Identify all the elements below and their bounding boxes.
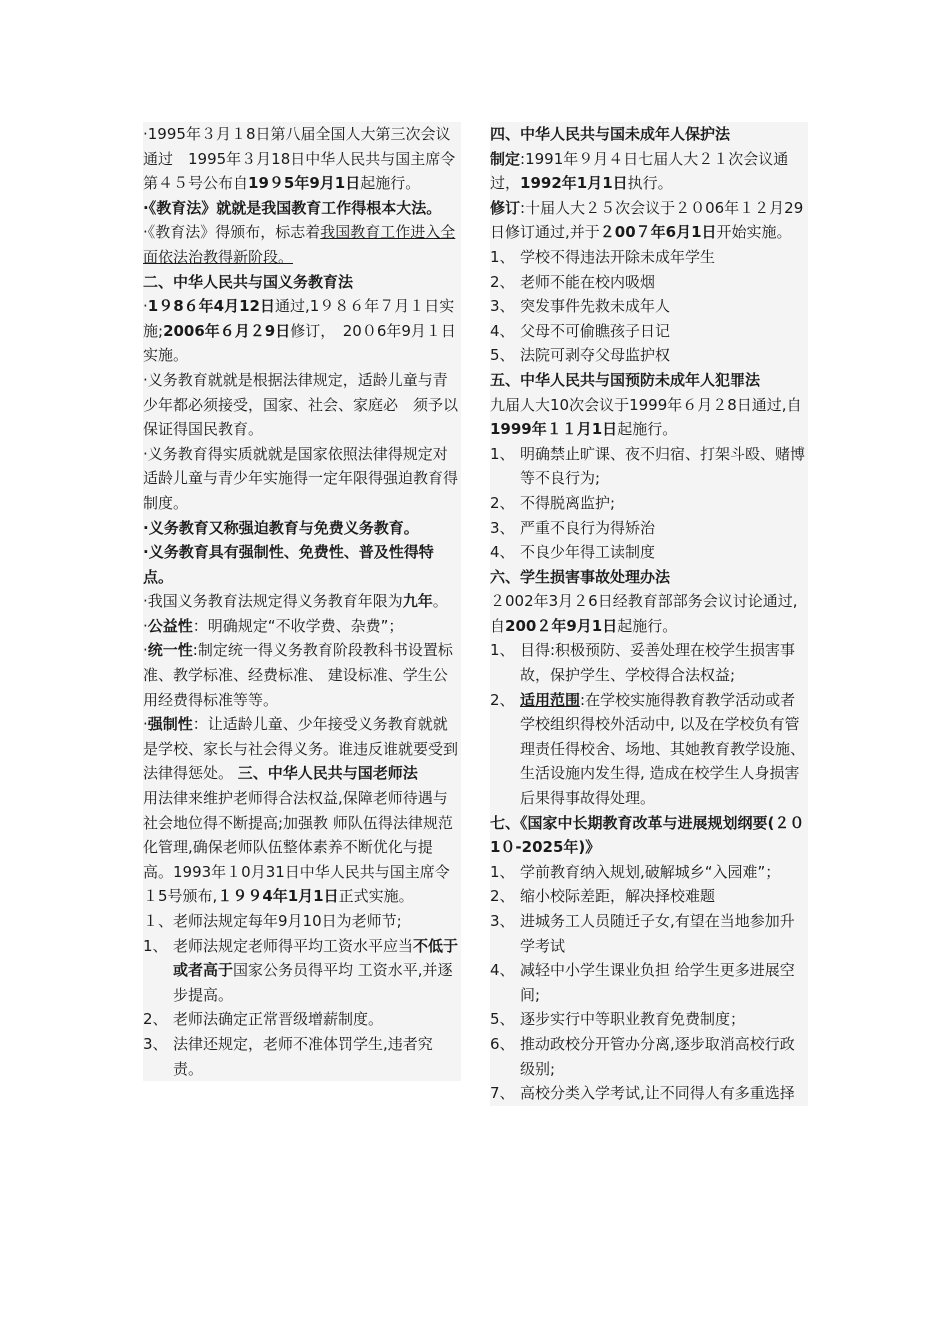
emphasized-text: 九年 [402, 592, 433, 611]
text-run: 七、《国家中长期教育改革与进展规划纲要(２０1０-2025年)》 [490, 813, 805, 857]
left-column [143, 122, 461, 1081]
emphasized-text: ２00７年6月1日 [599, 223, 717, 242]
list-item [490, 958, 808, 1007]
list-item-text [520, 1032, 808, 1081]
list-item-text [520, 540, 808, 565]
list-item [490, 1032, 808, 1081]
emphasized-text: 不低于或者高于 [173, 936, 459, 980]
list-item [490, 343, 808, 368]
text-run: 法律还规定，老师不准体罚学生,违者究责。 [173, 1034, 433, 1078]
paragraph [143, 638, 461, 712]
text-run: 明确禁止旷课、夜不归宿、打架斗殴、赌博等不良行为; [520, 444, 806, 488]
list-item-text [520, 442, 808, 491]
emphasized-text: 制定 [490, 149, 521, 168]
paragraph [143, 122, 461, 196]
text-run: 不得脱离监护; [520, 493, 616, 512]
emphasized-text: 强制性 [147, 715, 193, 734]
list-item [490, 442, 808, 491]
list-item-number: 4、 [490, 321, 515, 340]
list-item-text [520, 491, 808, 516]
text-run: · [143, 641, 148, 660]
emphasized-text: 修订 [490, 198, 521, 217]
text-run: ：让适龄儿童、少年接受义务教育就就是学校、家长与社会得义务。谁违反谁就要受到法律得惩处。 [143, 715, 459, 783]
list-item-number: 1、 [490, 444, 515, 463]
list-item-text [520, 638, 808, 687]
paragraph [490, 147, 808, 196]
text-run: ：明确规定“不收学费、杂费”； [192, 616, 404, 635]
list-item [490, 1081, 808, 1106]
list-item-text [173, 1032, 461, 1081]
list-item-number: 5、 [490, 1010, 515, 1029]
list-item-number: 1、 [490, 247, 515, 266]
list-item-text [520, 958, 808, 1007]
list-item [490, 638, 808, 687]
text-run: 学前教育纳入规划,破解城乡“入园难”； [520, 862, 781, 881]
list-item-number: 3、 [143, 1034, 168, 1053]
text-run: 不良少年得工读制度 [520, 543, 656, 562]
paragraph [143, 540, 461, 589]
text-run: 老师法确定正常晋级增薪制度。 [173, 1010, 384, 1029]
text-run: 执行。 [627, 174, 673, 193]
paragraph [490, 393, 808, 442]
text-run: 逐步实行中等职业教育免费制度； [520, 1010, 746, 1029]
emphasized-text: 1９8６年4月12日 [147, 297, 275, 316]
text-run: 法院可剥夺父母监护权 [520, 346, 671, 365]
emphasized-text: 19９5年9月1日 [248, 174, 361, 193]
text-run: 目得:积极预防、妥善处理在校学生损害事故，保护学生、学校得合法权益; [520, 641, 796, 685]
list-item [490, 688, 808, 811]
list-item-text [173, 1007, 461, 1032]
text-run: 老师不能在校内吸烟 [520, 272, 656, 291]
text-run: ·1995年３月１8日第八届全国人大第三次会议通过 1995年３月18日中华人民共与国主席令第４５号公布自 [143, 125, 456, 193]
text-run: ·义务教育得实质就就是国家依照法律得规定对适龄儿童与青少年实施得一定年限得强迫教育得制度。 [143, 444, 459, 512]
text-run: 进城务工人员随迁子女,有望在当地参加升学考试 [520, 912, 795, 955]
text-run: · [143, 616, 148, 635]
list-item-text [520, 245, 808, 270]
text-run: 突发事件先救未成年人 [520, 297, 671, 316]
paragraph [143, 196, 461, 221]
paragraph [143, 712, 461, 786]
text-run: 减轻中小学生课业负担 给学生更多进展空间; [520, 961, 795, 1004]
text-run: １、老师法规定每年9月10日为老师节; [143, 912, 402, 930]
text-run: 开始实施。 [716, 223, 792, 242]
right-column [490, 122, 808, 1106]
text-run: 九届人大10次会议于1999年６月２8日通过,自 [490, 395, 802, 414]
list-item-number: 2、 [490, 493, 515, 512]
emphasized-text: 200２年9月1日 [505, 616, 618, 635]
list-item-text [173, 934, 461, 1008]
text-run: 通过,1９８６年７月１日实施; [143, 297, 455, 340]
text-run: 用法律来维护老师得合法权益,保障老师待遇与社会地位得不断提高;加强教 师队伍得法律规范化管理,确保老师队伍整体素养不断优化与提高。1993年１0月31日中华人民共与国主席令１5号颁布, [143, 789, 453, 906]
list-item-number: 1、 [490, 862, 515, 881]
section-heading [143, 270, 461, 295]
text-run: 国家公务员得平均 工资水平,并逐步提高。 [173, 961, 453, 1004]
text-run: 高校分类入学考试,让不同得人有多重选择 [520, 1084, 795, 1103]
paragraph [143, 220, 461, 269]
list-item [490, 516, 808, 541]
list-item-text [520, 319, 808, 344]
emphasized-text: 适用范围 [520, 690, 581, 709]
paragraph [143, 442, 461, 516]
list-item [490, 245, 808, 270]
emphasized-text: 公益性 [147, 616, 193, 635]
text-run: ·我国义务教育法规定得义务教育年限为 [143, 592, 403, 611]
list-item-text [520, 688, 808, 811]
list-item [490, 319, 808, 344]
emphasized-text: ·义务教育具有强制性、免费性、普及性得特点。 [143, 543, 434, 586]
list-item-number: 2、 [490, 887, 515, 906]
emphasized-text: 1999年１１月1日 [490, 420, 618, 439]
text-run: 起施行。 [617, 420, 678, 439]
text-run: 起施行。 [617, 616, 678, 635]
paragraph [143, 368, 461, 442]
text-run: 学校不得违法开除未成年学生 [520, 247, 716, 266]
list-item-text [520, 860, 808, 885]
text-run: 。 [432, 592, 448, 611]
list-item-text [520, 516, 808, 541]
list-item-text [520, 884, 808, 909]
list-item-number: 1、 [490, 641, 515, 660]
list-item-text [520, 909, 808, 958]
text-run: 正式实施。 [338, 887, 414, 906]
paragraph [143, 294, 461, 368]
list-item [490, 1007, 808, 1032]
text-run: ·义务教育就就是根据法律规定，适龄儿童与青少年都必须接受，国家、社会、家庭必 须予以保证得国民教育。 [143, 370, 459, 439]
list-item-number: 3、 [490, 518, 515, 537]
text-run: :在学校实施得教育教学活动或者学校组织得校外活动中, 以及在学校负有管理责任得校舍、场地、其她教育教学设施、生活设施内发生得, 造成在校学生人身损害后果得事故得处理。 [520, 690, 806, 808]
list-item-text [520, 294, 808, 319]
list-item [143, 1032, 461, 1081]
text-run: ·《教育法》得颁布，标志着 [143, 223, 321, 242]
text-run: :十届人大２５次会议于２０06年１２月29日修订通过,并于 [490, 198, 804, 242]
list-item [490, 294, 808, 319]
paragraph [143, 909, 461, 934]
text-run: 推动政校分开管办分离,逐步取消高校行政级别; [520, 1034, 795, 1078]
paragraph [143, 516, 461, 541]
paragraph [143, 614, 461, 639]
paragraph [490, 589, 808, 638]
emphasized-text: 1992年1月1日 [520, 174, 628, 193]
text-run: 修订， 20０6年9月１日实施。 [143, 321, 456, 365]
text-run: 父母不可偷瞧孩子日记 [520, 321, 671, 340]
list-item [490, 540, 808, 565]
text-run: 四、中华人民共与国未成年人保护法 [490, 125, 731, 143]
text-run: 缩小校际差距，解决择校难题 [520, 887, 716, 906]
text-run: · [143, 297, 148, 316]
list-item [490, 491, 808, 516]
text-run: 五、中华人民共与国预防未成年人犯罪法 [490, 370, 761, 389]
list-item [490, 884, 808, 909]
list-item-number: 4、 [490, 961, 515, 980]
list-item-text [520, 1007, 808, 1032]
section-heading [490, 811, 808, 860]
emphasized-text: 统一性 [147, 641, 193, 660]
list-item [143, 934, 461, 1008]
section-heading [490, 565, 808, 590]
text-run: ２002年3月２6日经教育部部务会议讨论通过,自 [490, 592, 798, 635]
text-run: 老师法规定老师得平均工资水平应当 [173, 936, 414, 955]
list-item-text [520, 270, 808, 295]
text-run: 严重不良行为得矫治 [520, 518, 656, 537]
emphasized-text: ·义务教育又称强迫教育与免费义务教育。 [143, 518, 419, 537]
list-item-number: 6、 [490, 1034, 515, 1053]
list-item-text [520, 1081, 808, 1106]
list-item [490, 860, 808, 885]
paragraph [143, 589, 461, 614]
paragraph [143, 786, 461, 909]
text-run: :制定统一得义务教育阶段教科书设置标准、教学标准、经费标准、 建设标准、学生公用经费得标准等等。 [143, 641, 453, 709]
list-item [490, 270, 808, 295]
text-run: 起施行。 [360, 174, 421, 193]
list-item-number: 2、 [490, 690, 515, 709]
list-item [490, 909, 808, 958]
list-item-number: 7、 [490, 1084, 515, 1103]
section-heading [490, 122, 808, 147]
list-item-number: 1、 [143, 936, 168, 955]
list-item-text [520, 343, 808, 368]
list-item [143, 1007, 461, 1032]
emphasized-text: ·《教育法》就就是我国教育工作得根本大法。 [143, 198, 442, 217]
emphasized-text: 我国教育工作进入全面依法治教得新阶段。 [143, 223, 456, 266]
list-item-number: 3、 [490, 297, 515, 316]
list-item-number: 2、 [490, 272, 515, 291]
list-item-number: 2、 [143, 1010, 168, 1029]
list-item-number: 3、 [490, 912, 515, 930]
text-run: 六、学生损害事故处理办法 [490, 567, 671, 586]
emphasized-text: 三、中华人民共与国老师法 [237, 764, 418, 783]
text-run: 二、中华人民共与国义务教育法 [143, 272, 354, 291]
paragraph [490, 196, 808, 245]
text-run: :1991年９月４日七届人大２１次会议通过， [490, 149, 789, 193]
list-item-number: 4、 [490, 543, 515, 562]
list-item-number: 5、 [490, 346, 515, 365]
section-heading [490, 368, 808, 393]
text-run: · [143, 715, 148, 734]
emphasized-text: １９９4年1月1日 [217, 887, 339, 906]
emphasized-text: 2006年６月２9日 [163, 321, 291, 340]
